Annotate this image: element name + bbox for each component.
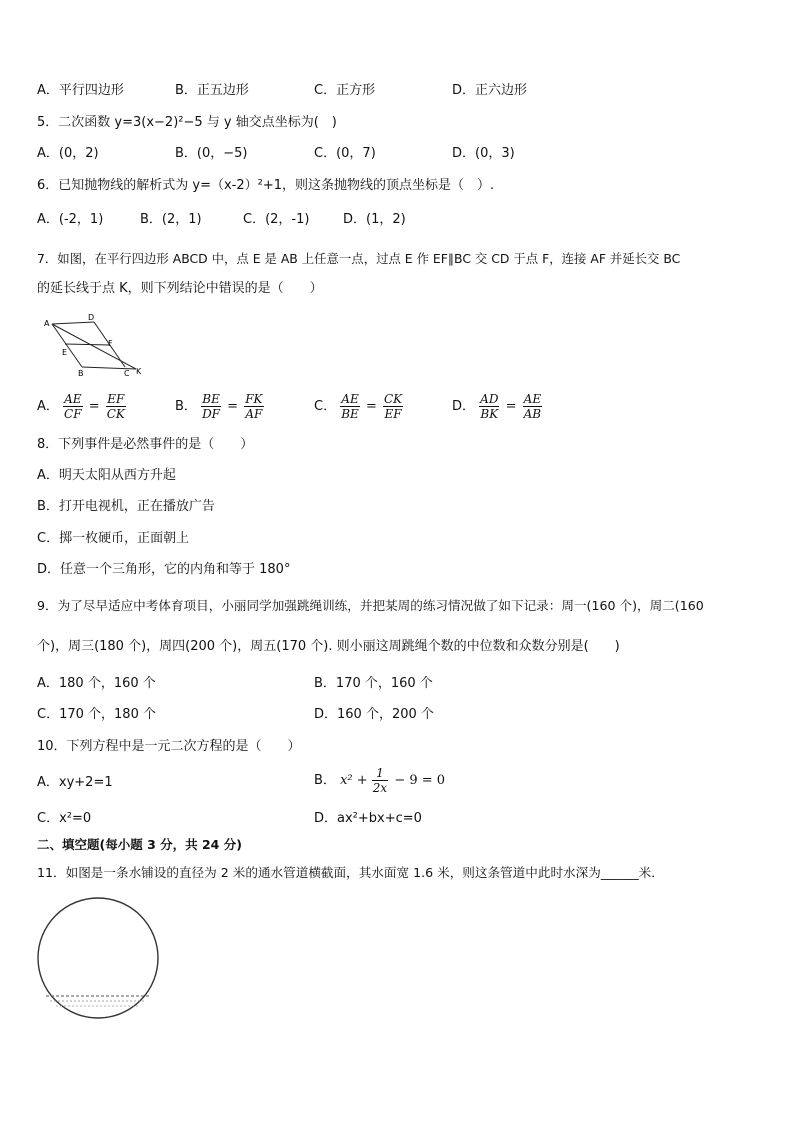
q6-stem: 6．已知抛物线的解析式为 y=（x-2）²+1，则这条抛物线的顶点坐标是（ ）. — [37, 178, 495, 193]
q10-option-c: C．x²=0 — [37, 811, 92, 826]
q8-option-c: C．掷一枚硬币，正面朝上 — [37, 531, 190, 546]
q6-option-b: B．(2，1) — [140, 212, 202, 227]
q5-option-c: C．(0，7) — [314, 146, 376, 161]
q6-option-d: D．(1，2) — [343, 212, 406, 227]
q6-option-a: A．(-2，1) — [37, 212, 104, 227]
q11-stem: 11．如图是一条水铺设的直径为 2 米的通水管道横截面，其水面宽 1.6 米，则这条管道中此时水深为______米． — [37, 865, 664, 880]
q9-option-c: C．170 个，180 个 — [37, 707, 156, 722]
fig-label-a: A — [44, 319, 50, 328]
q4-option-a: A．平行四边形 — [37, 83, 124, 98]
q9-stem-line1: 9．为了尽早适应中考体育项目，小丽同学加强跳绳训练，并把某周的练习情况做了如下记录：周一(160 个)，周二(160 — [37, 598, 704, 613]
q7-option-d: D． $\frac{AD}{BK}$ = $\frac{AE}{AB}$ — [452, 392, 542, 421]
q5-option-b: B．(0，−5) — [175, 146, 248, 161]
q5-option-d: D．(0，3) — [452, 146, 515, 161]
fig-label-f: F — [108, 339, 113, 348]
q8-stem: 8．下列事件是必然事件的是（ ） — [37, 437, 254, 452]
q7-option-b: B． $\frac{BE}{DF}$ = $\frac{FK}{AF}$ — [175, 392, 263, 421]
q4-option-d: D．正六边形 — [452, 83, 528, 98]
fig-label-k: K — [136, 367, 142, 376]
q7-stem-line2: 的延长线于点 K，则下列结论中错误的是（ ） — [37, 281, 323, 296]
q5-stem: 5．二次函数 y=3(x−2)²−5 与 y 轴交点坐标为( ) — [37, 115, 337, 130]
q9-option-d: D．160 个，200 个 — [314, 707, 434, 722]
fig-label-d: D — [88, 313, 95, 322]
fig-label-e: E — [62, 348, 68, 357]
q4-option-c: C．正方形 — [314, 83, 376, 98]
q8-option-a: A．明天太阳从西方升起 — [37, 468, 176, 483]
q10-option-d: D．ax²+bx+c=0 — [314, 811, 422, 826]
q7-option-c: C． $\frac{AE}{BE}$ = $\frac{CK}{EF}$ — [314, 392, 403, 421]
q5-option-a: A．(0，2) — [37, 146, 99, 161]
q4-option-b: B．正五边形 — [175, 83, 249, 98]
q8-option-d: D．任意一个三角形，它的内角和等于 180° — [37, 562, 291, 577]
q9-option-a: A．180 个，160 个 — [37, 676, 156, 691]
q10-option-a: A．xy+2=1 — [37, 775, 113, 790]
q9-option-b: B．170 个，160 个 — [314, 676, 433, 691]
q8-option-b: B．打开电视机，正在播放广告 — [37, 499, 215, 514]
q7-parallelogram-figure — [40, 312, 152, 378]
q7-option-a: A． $\frac{AE}{CF}$ = $\frac{EF}{CK}$ — [37, 392, 125, 421]
q7-stem-line1: 7．如图，在平行四边形 ABCD 中，点 E 是 AB 上任意一点，过点 E 作 EF∥BC 交 CD 于点 F，连接 AF 并延长交 BC — [37, 251, 681, 266]
fig-label-c: C — [124, 369, 130, 378]
section-title-fill-in: 二、填空题(每小题 3 分，共 24 分) — [37, 837, 242, 852]
q9-stem-line2: 个)，周三(180 个)，周四(200 个)，周五(170 个). 则小丽这周跳绳个数的中位数和众数分别是( ) — [37, 639, 620, 654]
q10-stem: 10．下列方程中是一元二次方程的是（ ） — [37, 739, 301, 754]
fig-label-b: B — [78, 369, 84, 378]
q10-option-b: B． x² + $\frac{1}{2x}$ − 9 = 0 — [314, 766, 446, 795]
q11-pipe-cross-section-figure — [36, 895, 162, 1021]
q6-option-c: C．(2，-1) — [243, 212, 310, 227]
